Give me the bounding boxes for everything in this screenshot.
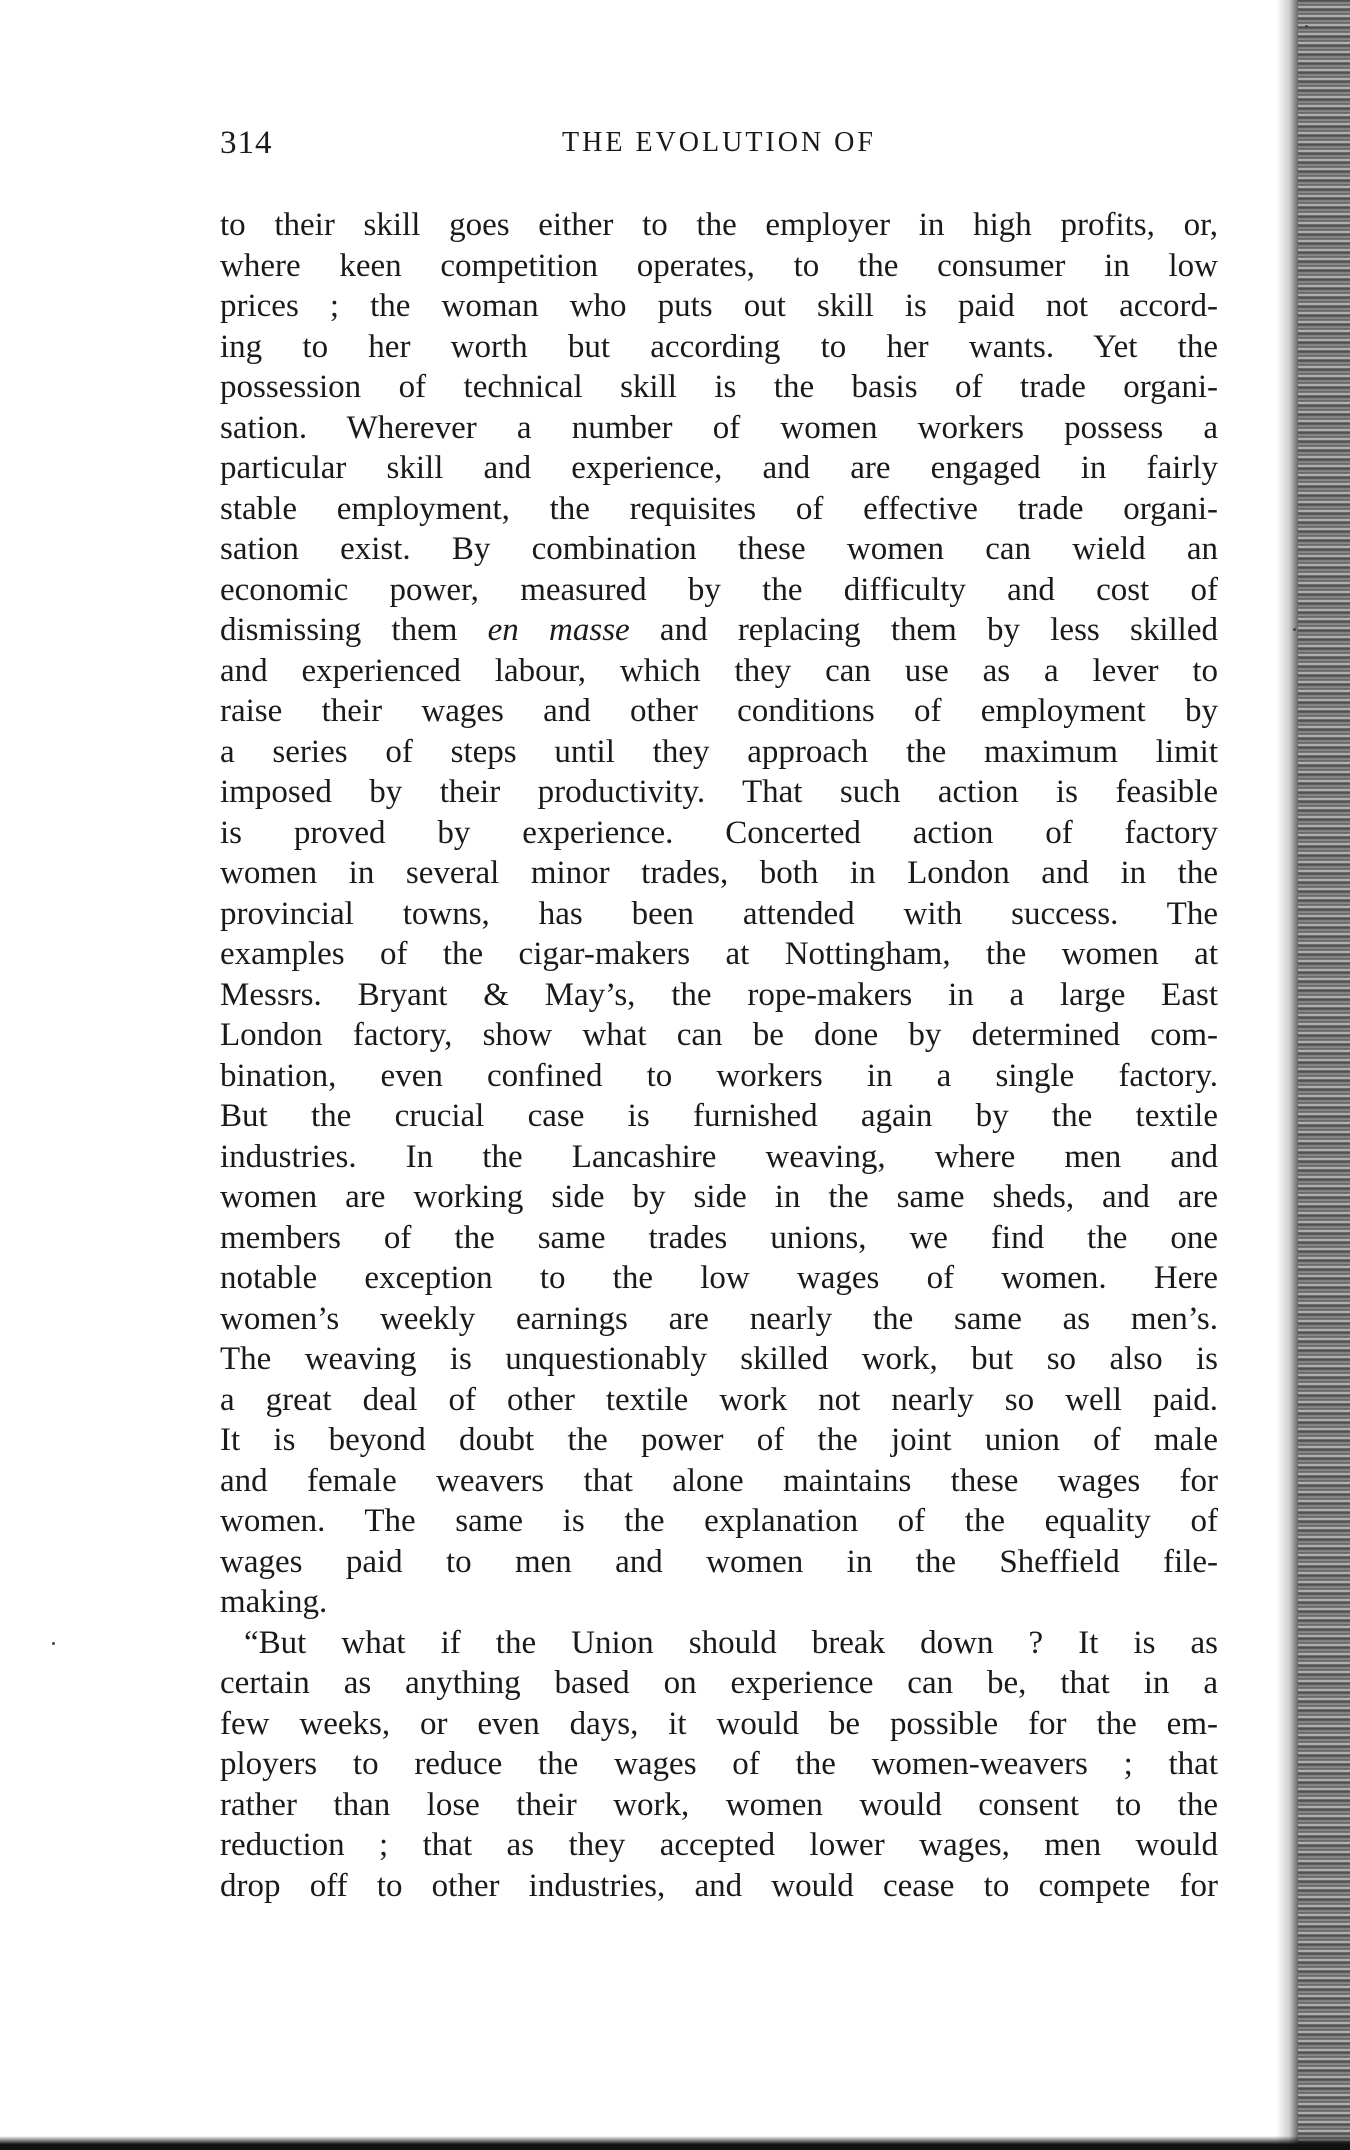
text-line: few weeks, or even days, it would be possible for the em- — [220, 1705, 1218, 1742]
text-line: members of the same trades unions, we find the one — [220, 1219, 1218, 1256]
scan-speck — [1305, 25, 1308, 28]
text-line: is proved by experience. Concerted action of factory — [220, 814, 1218, 851]
text-line: economic power, measured by the difficulty and cost of — [220, 571, 1218, 608]
text-line: prices ; the woman who puts out skill is paid not accord- — [220, 288, 1218, 324]
text-line: raise their wages and other conditions of employment by — [220, 693, 1218, 729]
text-segment: dismissing them — [220, 612, 488, 648]
text-line: women are working side by side in the same sheds, and are — [220, 1179, 1218, 1215]
text-line: imposed by their productivity. That such action is feasible — [220, 774, 1218, 810]
scan-speck — [52, 1642, 55, 1645]
text-line: rather than lose their work, women would consent to the — [220, 1786, 1218, 1823]
text-line: certain as anything based on experience can be, that in a — [220, 1665, 1218, 1701]
text-line: notable exception to the low wages of women. Here — [220, 1260, 1218, 1296]
text-line: a great deal of other textile work not nearly so well paid. — [220, 1381, 1218, 1418]
paragraph-start-line: “But what if the Union should break down ? It is as — [244, 1624, 1218, 1661]
text-line: provincial towns, has been attended with success. The — [220, 895, 1218, 932]
text-line: and female weavers that alone maintains these wages for — [220, 1462, 1218, 1499]
text-line: to their skill goes either to the employer in high profits, or, — [220, 207, 1218, 243]
scan-speck — [1293, 628, 1296, 631]
text-segment: and replacing them by less skilled — [629, 612, 1218, 648]
text-line: The weaving is unquestionably skilled work, but so also is — [220, 1341, 1218, 1377]
page-edge-shadow — [1276, 0, 1298, 2150]
page-number: 314 — [220, 125, 273, 161]
text-line: But the crucial case is furnished again by the textile — [220, 1098, 1218, 1134]
text-line: reduction ; that as they accepted lower wages, men would — [220, 1827, 1218, 1863]
text-line: ing to her worth but according to her wants. Yet the — [220, 328, 1218, 365]
book-page-edges — [1298, 0, 1350, 2150]
paragraph-end-line: making. — [220, 1584, 328, 1620]
body-text — [220, 205, 1218, 1906]
text-line: possession of technical skill is the basis of trade organi- — [220, 369, 1218, 405]
text-line: stable employment, the requisites of effective trade organi- — [220, 490, 1218, 527]
page-header — [220, 125, 1218, 175]
text-line: Messrs. Bryant & May’s, the rope-makers in a large East — [220, 976, 1218, 1013]
text-line: women in several minor trades, both in London and in the — [220, 855, 1218, 891]
text-line: a series of steps until they approach the maximum limit — [220, 733, 1218, 770]
text-line: particular skill and experience, and are engaged in fairly — [220, 450, 1218, 486]
text-line: and experienced labour, which they can use as a lever to — [220, 652, 1218, 689]
text-line: It is beyond doubt the power of the joint union of male — [220, 1422, 1218, 1458]
text-line: sation exist. By combination these women can wield an — [220, 531, 1218, 567]
text-line: women’s weekly earnings are nearly the same as men’s. — [220, 1300, 1218, 1337]
text-line: London factory, show what can be done by determined com- — [220, 1017, 1218, 1053]
bottom-edge-shadow — [0, 2136, 1350, 2150]
text-line: bination, even confined to workers in a single factory. — [220, 1057, 1218, 1094]
text-line-with-italic — [220, 610, 1218, 651]
text-line: industries. In the Lancashire weaving, where men and — [220, 1138, 1218, 1175]
text-line: where keen competition operates, to the consumer in low — [220, 247, 1218, 284]
text-line: drop off to other industries, and would cease to compete for — [220, 1867, 1218, 1904]
text-line: wages paid to men and women in the Sheffield file- — [220, 1543, 1218, 1580]
running-title: THE EVOLUTION OF — [562, 127, 876, 158]
italic-phrase: en masse — [487, 612, 630, 648]
text-line: sation. Wherever a number of women workers possess a — [220, 409, 1218, 446]
text-line: women. The same is the explanation of the equality of — [220, 1503, 1218, 1539]
text-line: examples of the cigar-makers at Nottingham, the women at — [220, 936, 1218, 972]
text-line: ployers to reduce the wages of the women-weavers ; that — [220, 1746, 1218, 1782]
